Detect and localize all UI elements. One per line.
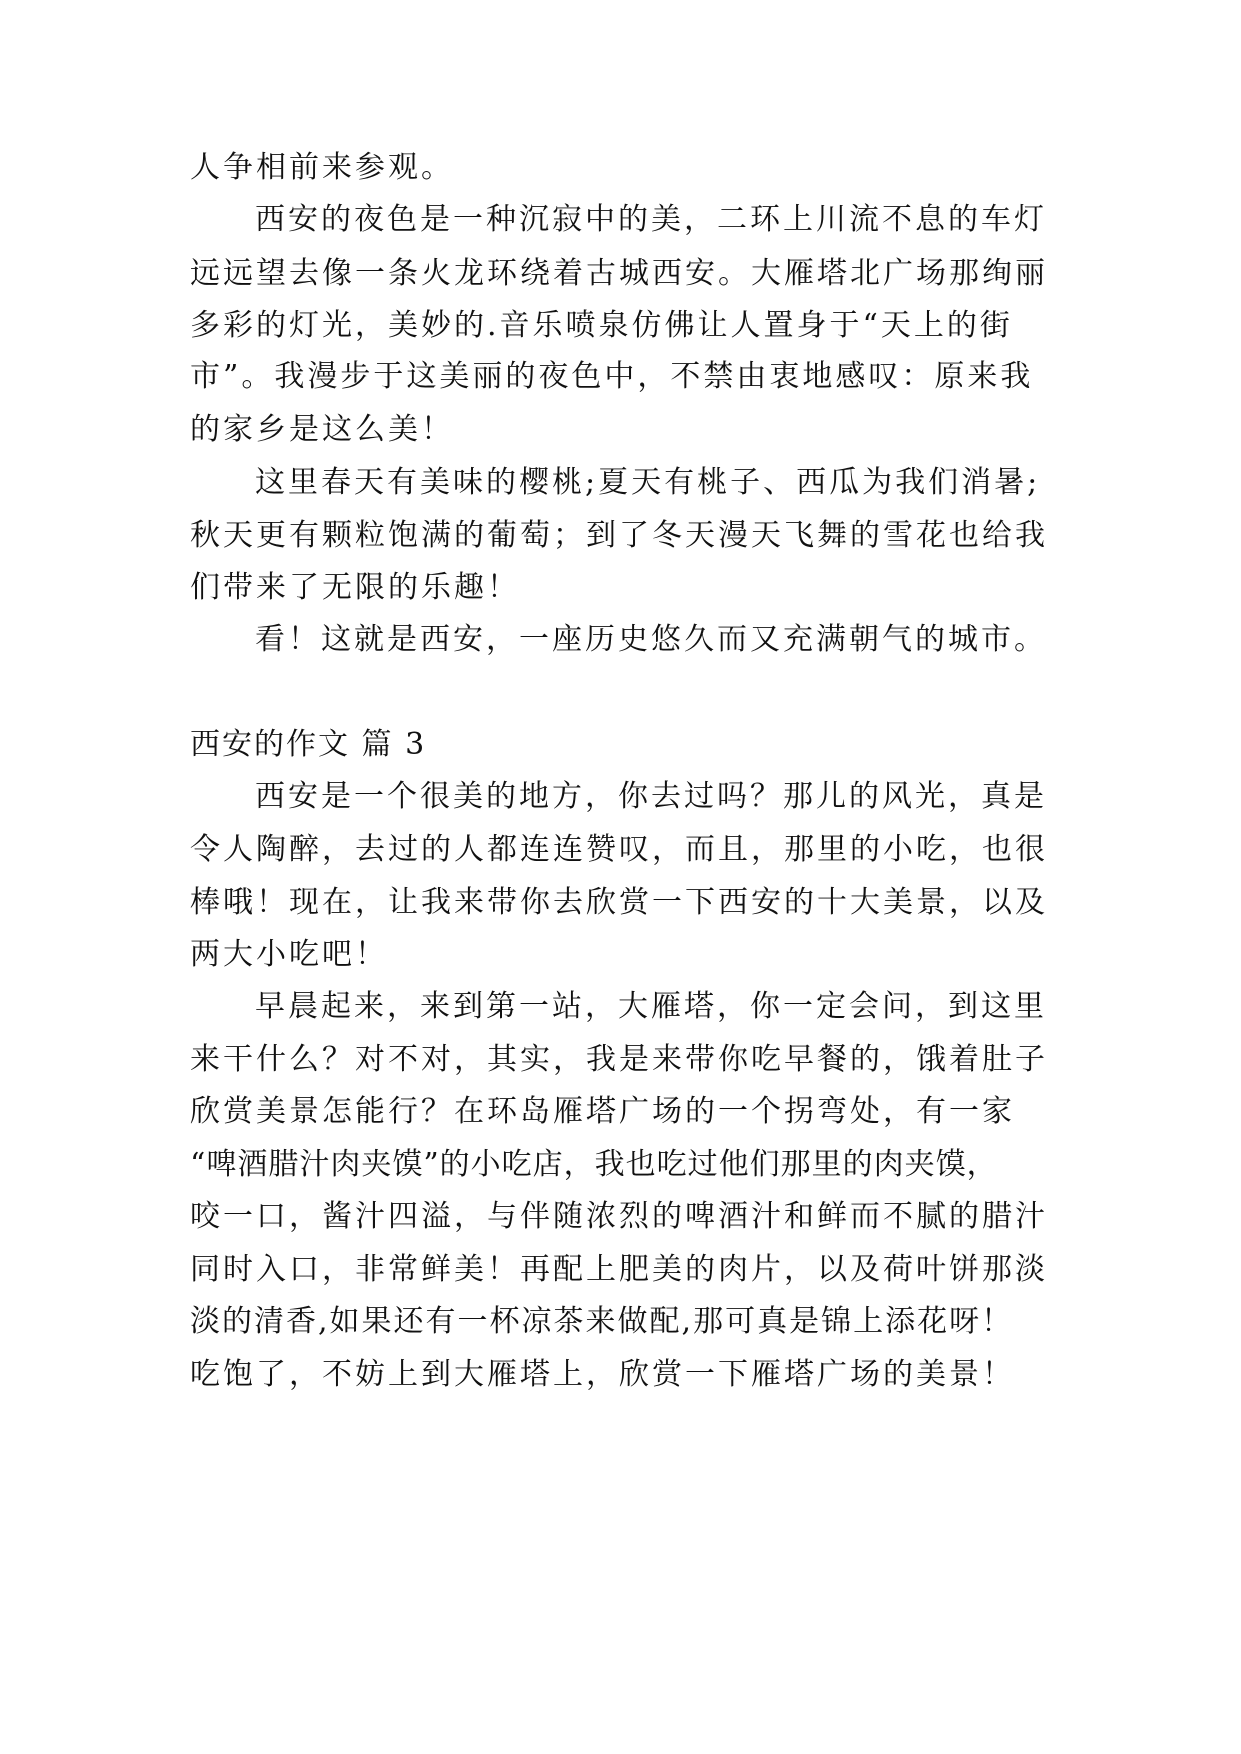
text-line: 棒哦！现在，让我来带你去欣赏一下西安的十大美景，以及 [190, 885, 1048, 920]
text-line: 的家乡是这么美！ [190, 412, 454, 447]
text-line: 市”。我漫步于这美丽的夜色中，不禁由衷地感叹：原来我 [190, 359, 1034, 394]
text-line: 欣赏美景怎能行？在环岛雁塔广场的一个拐弯处，有一家 [190, 1094, 1015, 1129]
text-line: 多彩的灯光，美妙的.音乐喷泉仿佛让人置身于“天上的街 [190, 308, 1013, 343]
text-line: 远远望去像一条火龙环绕着古城西安。大雁塔北广场那绚丽 [190, 256, 1048, 291]
text-line: 们带来了无限的乐趣！ [190, 570, 520, 605]
text-line: 吃饱了，不妨上到大雁塔上，欣赏一下雁塔广场的美景！ [190, 1357, 1015, 1392]
paragraph-start-line: 这里春天有美味的樱桃;夏天有桃子、西瓜为我们消暑; [255, 465, 1041, 500]
text-line: 同时入口，非常鲜美！再配上肥美的肉片，以及荷叶饼那淡 [190, 1252, 1048, 1287]
text-line: 咬一口，酱汁四溢，与伴随浓烈的啤酒汁和鲜而不腻的腊汁 [190, 1199, 1048, 1234]
text-line: 淡的清香,如果还有一杯凉茶来做配,那可真是锦上添花呀！ [190, 1304, 1014, 1339]
section-heading: 西安的作文 篇 3 [190, 727, 427, 762]
paragraph-start-line: 看！这就是西安，一座历史悠久而又充满朝气的城市。 [255, 622, 1047, 657]
text-line: 令人陶醉，去过的人都连连赞叹，而且，那里的小吃，也很 [190, 832, 1048, 867]
paragraph-start-line: 西安的夜色是一种沉寂中的美，二环上川流不息的车灯 [255, 202, 1047, 237]
paragraph-start-line: 早晨起来，来到第一站，大雁塔，你一定会问，到这里 [255, 989, 1047, 1024]
text-line: 人争相前来参观。 [190, 150, 454, 185]
text-line: “啤酒腊汁肉夹馍”的小吃店，我也吃过他们那里的肉夹馍， [190, 1147, 998, 1182]
text-line: 秋天更有颗粒饱满的葡萄；到了冬天漫天飞舞的雪花也给我 [190, 518, 1048, 553]
text-line: 来干什么？对不对，其实，我是来带你吃早餐的，饿着肚子 [190, 1042, 1048, 1077]
paragraph-start-line: 西安是一个很美的地方，你去过吗？那儿的风光，真是 [255, 779, 1047, 814]
text-line: 两大小吃吧！ [190, 937, 388, 972]
